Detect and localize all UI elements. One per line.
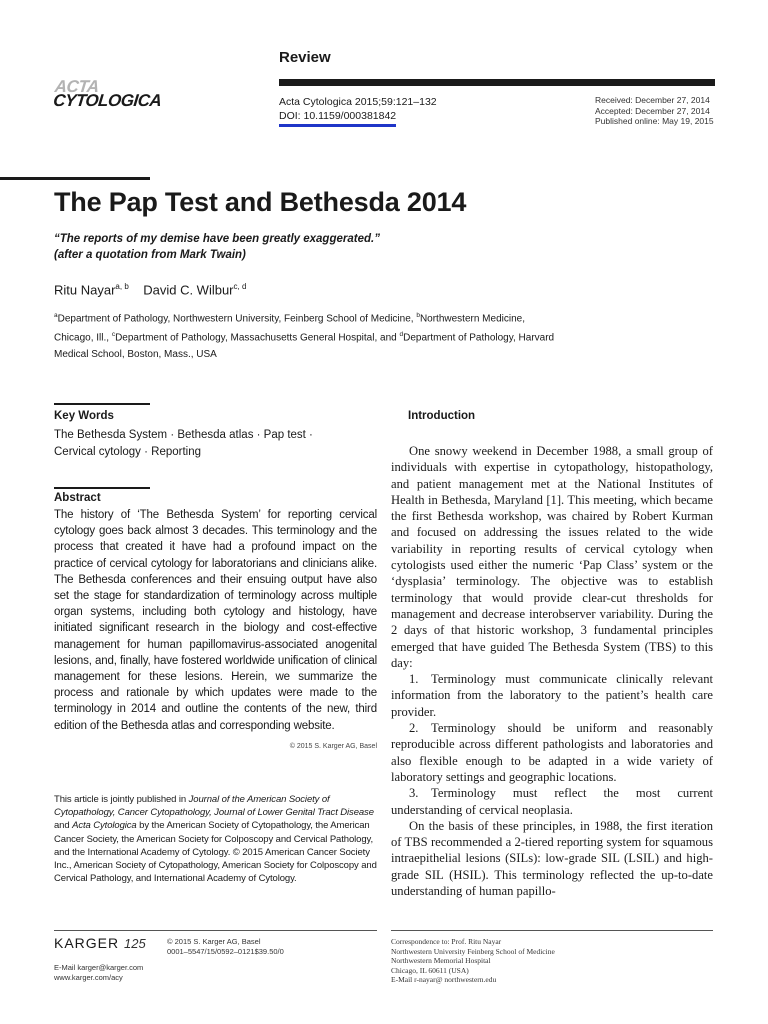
publisher-logo <box>54 935 146 951</box>
epigraph <box>54 231 380 263</box>
abstract-heading: Abstract <box>54 492 101 504</box>
affil-mark: b <box>416 312 420 319</box>
joint-publication-note <box>54 793 377 885</box>
correspondence-line: Chicago, IL 60611 (USA) <box>391 965 469 975</box>
epigraph-line: “The reports of my demise have been greatly exaggerated.” <box>54 233 380 245</box>
keywords-line: Cervical cytology · Reporting <box>54 445 202 458</box>
list-item: 2. Terminology should be uniform and reasonably reproducible across different pathologists and laboratories and also flexible enough to be adapted in a wide variety of laboratory settings and geographic locations. <box>391 721 713 784</box>
affil-text: Department of Pathology, Harvard <box>403 332 555 344</box>
correspondence-line: Correspondence to: Prof. Ritu Nayar <box>391 937 502 946</box>
section-label: Review <box>279 49 331 66</box>
keywords-heading: Key Words <box>54 410 114 422</box>
paragraph: One snowy weekend in December 1988, a small group of individuals with expertise in cytopathology, histopathology, and patient management met at the National Institutes of Health in Bethesda, Maryland [1]. This meeting, which became the first Bethesda workshop, was chaired by Robert Kurman and focused on addressing the issues related to the wide variability in reporting results of cervical cytology when cytologists used either the numeric ‘Pap Class’ system or the ‘dysplasia’ terminology. The objective was to establish terminology that would provide clear-cut thresholds for management and decrease interobserver variability. During the 2 days of that historic workshop, 3 fundamental principles emerged that have guided The Bethesda System (TBS) to this day: <box>391 444 713 670</box>
note-text: This article is jointly published in <box>54 794 189 805</box>
abstract-rule <box>54 487 150 489</box>
correspondence-line: Northwestern University Feinberg School of Medicine <box>391 946 555 956</box>
affil-mark: c <box>111 331 116 339</box>
journal-name: Acta Cytologica <box>72 820 137 832</box>
note-text: by the American Society of Cytopathology, the American Cancer Society, the American Society for Colposcopy and Cervical Pathology, and the International Academy of Cytology. © 2015 American Cancer Society Inc., American Society of Cytopathology, American Society for Colposcopy and Cervical Pathology, and International Academy of Cytology. <box>54 820 377 885</box>
accepted-date: Accepted: December 27, 2014 <box>595 105 710 116</box>
affil-text: Department of Pathology, Massachusetts General Hospital, and <box>115 332 400 344</box>
header-rule <box>279 79 715 86</box>
logo-text-bottom: CYTOLOGICA <box>52 90 163 110</box>
affil-text: Department of Pathology, Northwestern University, Feinberg School of Medicine, <box>57 313 417 325</box>
publisher-name: KARGER <box>54 935 120 951</box>
publisher-anniversary: 125 <box>124 936 146 951</box>
author-affil-marks: a, b <box>115 282 129 291</box>
introduction-body <box>391 443 713 899</box>
logo-text-top: ACTA <box>53 77 100 96</box>
note-text: and <box>54 820 73 832</box>
journal-logo <box>52 77 163 110</box>
epigraph-attribution: (after a quotation from Mark Twain) <box>54 249 246 261</box>
correspondence-line: Northwestern Memorial Hospital <box>391 956 491 966</box>
affil-mark: d <box>399 331 404 339</box>
affil-text: Northwestern Medicine, <box>419 313 525 325</box>
dates-block <box>595 95 714 127</box>
journal-names: Journal of the American Society of Cytopathology, Cancer Cytopathology, Journal of Lower Genital Tract Disease <box>54 794 374 819</box>
doi-underline <box>279 124 396 127</box>
publisher-email[interactable]: E-Mail karger@karger.com <box>54 963 144 972</box>
copyright-line: © 2015 S. Karger AG, Basel <box>167 937 261 946</box>
author-affil-marks: c, d <box>233 282 247 291</box>
keywords-rule <box>54 403 150 405</box>
footer-copyright <box>167 937 284 956</box>
affil-text: Medical School, Boston, Mass., USA <box>54 348 217 360</box>
abstract-copyright: © 2015 S. Karger AG, Basel <box>289 742 377 750</box>
doi-link[interactable]: DOI: 10.1159/000381842 <box>279 110 397 122</box>
paragraph: On the basis of these principles, in 1988, the first iteration of TBS recommended a 2-tiered reporting system for squamous intraepithelial lesions (SILs): low-grade SIL (LSIL) and high-grade SIL (HSIL). This terminology reflected the up-to-date understanding of human papillo- <box>391 818 713 899</box>
publisher-website[interactable]: www.karger.com/acy <box>54 972 123 982</box>
abstract-body <box>54 507 377 755</box>
footer-rule <box>391 930 713 931</box>
correspondence-email[interactable]: E-Mail r-nayar@ northwestern.edu <box>391 975 497 985</box>
author-name: David C. Wilbur <box>143 282 234 298</box>
received-date: Received: December 27, 2014 <box>595 95 710 105</box>
publisher-contact <box>54 963 143 982</box>
footer-rule <box>54 930 377 931</box>
author-list <box>54 282 246 297</box>
issn-line: 0001–5547/15/0592–0121$39.50/0 <box>167 946 284 956</box>
citation: Acta Cytologica 2015;59:121–132 <box>279 96 437 108</box>
citation-block <box>279 95 437 127</box>
keywords-list <box>54 427 364 460</box>
title-rule <box>0 177 150 180</box>
article-title: The Pap Test and Bethesda 2014 <box>54 187 467 217</box>
abstract-text: The history of ‘The Bethesda System’ for reporting cervical cytology goes back almost 3 decades. This terminology and the process that created it have had a profound impact on the practice of cervical cytology for laboratorians and clinicians alike. The Bethesda conferences and their ensuing output have also set the stage for standardization of terminology across multiple organ systems, including both cytology and histology, have initiated significant research in the biology and cost-effective management for human papillomavirus-associated anogenital lesions, and, finally, have fostered worldwide unification of clinical management for these lesions. Herein, we summarize the process and rationale by which updates were made to the terminology in 2014 and outline the contents of the new, third edition of the Bethesda atlas and corresponding website. <box>54 509 377 732</box>
published-date: Published online: May 19, 2015 <box>595 116 714 126</box>
correspondence <box>391 937 555 985</box>
introduction-heading: Introduction <box>408 410 476 422</box>
list-item: 1. Terminology must communicate clinically relevant information from the laboratory to the patient’s health care provider. <box>391 672 713 719</box>
affiliations <box>54 308 614 363</box>
keywords-line: The Bethesda System · Bethesda atlas · Pap test · <box>54 429 313 441</box>
list-item: 3. Terminology must reflect the most current understanding of cervical neoplasia. <box>391 786 713 817</box>
affil-text: Chicago, Ill., <box>54 332 112 344</box>
affil-mark: a <box>54 312 58 319</box>
author-name: Ritu Nayar <box>54 282 116 298</box>
